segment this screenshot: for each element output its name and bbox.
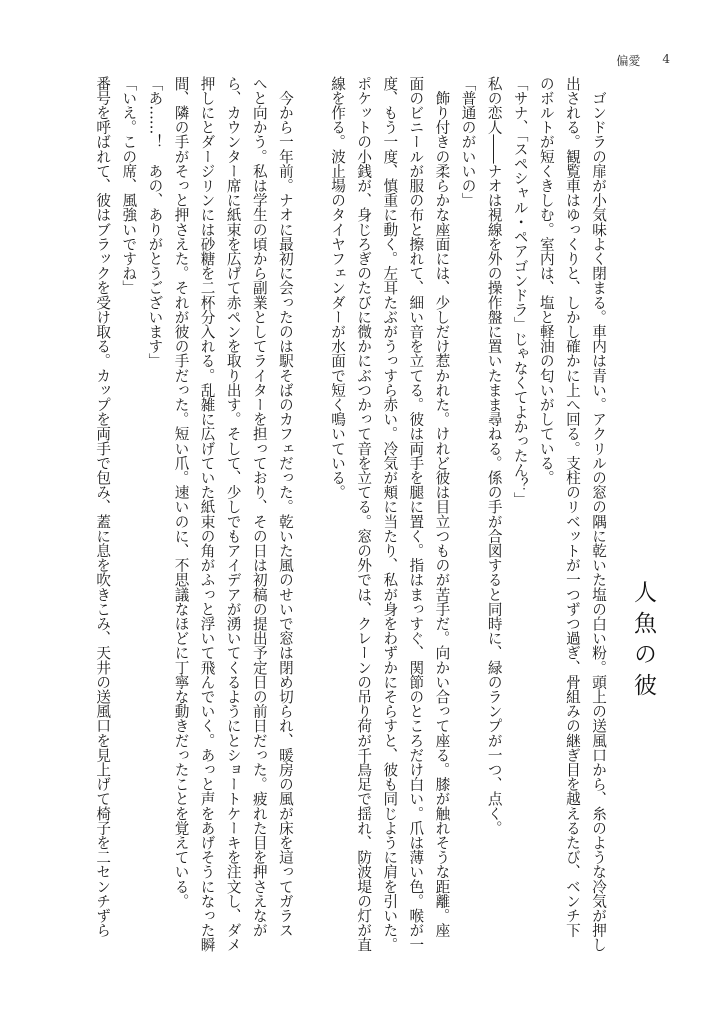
text-line: ゴンドラの扉が小気味よく閉まる。車内は青い。アクリルの窓の隅に乾いた塩の白い粉。頭上の送風口から、糸のような冷気が押し: [590, 76, 607, 952]
story-title: 人魚の彼: [630, 580, 656, 704]
text-line: 「いえ。この席、風強いですね」: [120, 76, 138, 295]
page-number: 4: [662, 52, 670, 66]
text-line: 度、もう一度、慎重に動く。左耳たぶがうっすら赤い。冷気が頬に当たり、私が身をわずかにそらすと、彼も同じように肩を引いた。: [381, 76, 399, 952]
text-line: 押しにとダージリンには砂糖を二杯分入れる。乱雑に広げていた紙束の角がふっと浮いて飛んでいく。あっと声をあげそうになった瞬: [198, 76, 216, 952]
text-line: 間、隣の手がそっと押さえた。それが彼の手だった。短い爪。速いのに、不思議なほどに丁寧な動きだったことを覚えている。: [172, 76, 190, 909]
body-text: [89, 76, 611, 960]
text-line: 番号を呼ばれて、彼はブラックを受け取る。カップを両手で包み、蓋に息を吹きこみ、天井の送風口を見上げて椅子を二センチずら: [94, 76, 112, 938]
text-line: 今から一年前。ナオに最初に会ったのは駅そばのカフェだった。乾いた風のせいで窓は閉め切られ、暖房の風が床を這ってガラス: [276, 76, 294, 938]
text-line: 私の恋人――ナオは視線を外の操作盤に置いたまま尋ねる。係の手が合図すると同時に、緑のランプが一つ、点く。: [485, 76, 503, 836]
text-line: 飾り付きの柔らかな座面には、少しだけ惹かれた。けれど彼は目立つものが苦手だ。向かい合って座る。膝が触れそうな距離。座: [433, 76, 451, 938]
text-line: 出される。観覧車はゆっくりと、しかし確かに上へ回る。支柱のリベットが一つずつ過ぎ、骨組みの継ぎ目を越えるたび、ベンチ下: [563, 76, 581, 938]
text-line: 「あ……！ あの、ありがとうございます」: [146, 76, 164, 368]
text-line: のボルトが短くきしむ。室内は、塩と軽油の匂いがしている。: [537, 76, 555, 485]
text-line: 「サナ、「スペシャル・ペアゴンドラ」じゃなくてよかったん？」: [511, 76, 529, 507]
blank-line: [298, 76, 324, 960]
text-line: 面のビニールが服の布と擦れて、細い音を立てる。彼は両手を腿に置く。指はまっすぐ、関節のところだけ白い。爪は薄い色。喉が一: [407, 76, 425, 952]
text-line: ポケットの小銭が、身じろぎのたびに微かにぶつかって音を立てる。窓の外では、クレーンの吊り荷が千鳥足で揺れ、防波堤の灯が直: [355, 76, 373, 952]
running-head-section: 偏愛: [616, 54, 641, 68]
text-line: へと向かう。私は学生の頃から副業としてライターを担っており、その日は初稿の提出予定日の前日だった。疲れた目を押さえなが: [250, 76, 268, 938]
text-line: 「普通のがいいの」: [459, 76, 477, 208]
text-line: 線を作る。波止場のタイヤフェンダーが水面で短く鳴いている。: [329, 76, 347, 500]
text-line: ら、カウンター席に紙束を広げて赤ペンを取り出す。そして、少しでもアイデアが湧いてくるようにとショートケーキを注文し、ダメ: [224, 76, 242, 952]
running-head: [616, 52, 670, 69]
